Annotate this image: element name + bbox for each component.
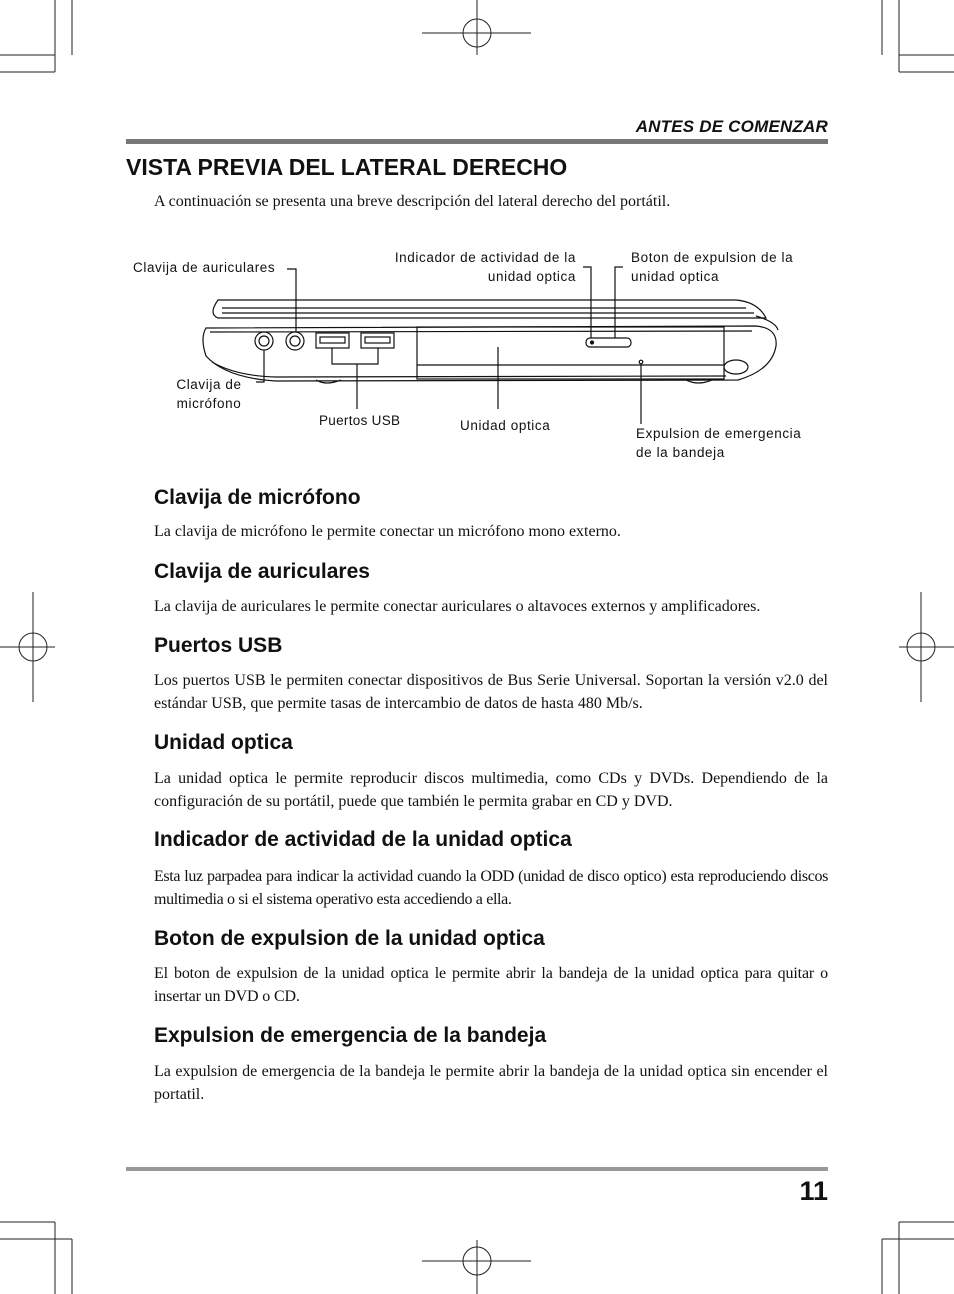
item-text-optical-drive: La unidad optica le permite reproducir discos multimedia, como CDs y DVDs. Dependiendo de la configuración de su portátil, puede que también le permita grabar en CD y DVD. — [154, 770, 828, 810]
label-emergency-eject: Expulsion de emergencia de la bandeja — [636, 426, 802, 460]
label-drive-activity-indicator: Indicador de actividad de la unidad optica — [394, 250, 576, 284]
item-title-drive-indicator: Indicador de actividad de la unidad optica — [154, 828, 572, 851]
page-number: 11 — [799, 1176, 828, 1206]
label-optical-drive: Unidad optica — [460, 418, 551, 433]
item-text-usb-ports: Los puertos USB le permiten conectar dispositivos de Bus Serie Universal. Soportan la versión v2.0 del estándar USB, que permite tasas de intercambio de datos de hasta 480 Mb/s. — [154, 672, 828, 712]
item-text-emergency-eject: La expulsion de emergencia de la bandeja le permite abrir la bandeja de la unidad optica sin encender el portatil. — [154, 1063, 828, 1103]
item-text-eject-button: El boton de expulsion de la unidad optica le permite abrir la bandeja de la unidad optica para quitar o insertar un DVD o CD. — [154, 965, 828, 1005]
section-intro: A continuación se presenta una breve descripción del lateral derecho del portátil. — [154, 193, 671, 210]
footer-rule — [126, 1167, 828, 1171]
section-title: VISTA PREVIA DEL LATERAL DERECHO — [126, 154, 568, 180]
header-rule — [126, 139, 828, 144]
item-text-mic-jack: La clavija de micrófono le permite conectar un micrófono mono externo. — [154, 523, 621, 540]
label-usb-ports: Puertos USB — [319, 413, 401, 428]
label-eject-button: Boton de expulsion de la unidad optica — [631, 250, 794, 284]
laptop-right-side-diagram — [126, 238, 828, 468]
item-title-optical-drive: Unidad optica — [154, 731, 293, 754]
label-mic-jack: Clavija de micrófono — [176, 377, 242, 411]
item-title-mic-jack: Clavija de micrófono — [154, 486, 361, 509]
item-title-usb-ports: Puertos USB — [154, 634, 283, 657]
item-text-drive-indicator: Esta luz parpadea para indicar la actividad cuando la ODD (unidad de disco optico) esta reproduciendo discos multimedia o si el sistema operativo esta accediendo a ella. — [154, 868, 828, 908]
item-title-headphone-jack: Clavija de auriculares — [154, 560, 370, 583]
item-title-eject-button: Boton de expulsion de la unidad optica — [154, 927, 545, 950]
item-title-emergency-eject: Expulsion de emergencia de la bandeja — [154, 1024, 547, 1047]
running-head: ANTES DE COMENZAR — [635, 117, 828, 136]
item-text-headphone-jack: La clavija de auriculares le permite conectar auriculares o altavoces externos y amplificadores. — [154, 598, 761, 615]
label-headphone-jack: Clavija de auriculares — [133, 260, 276, 275]
